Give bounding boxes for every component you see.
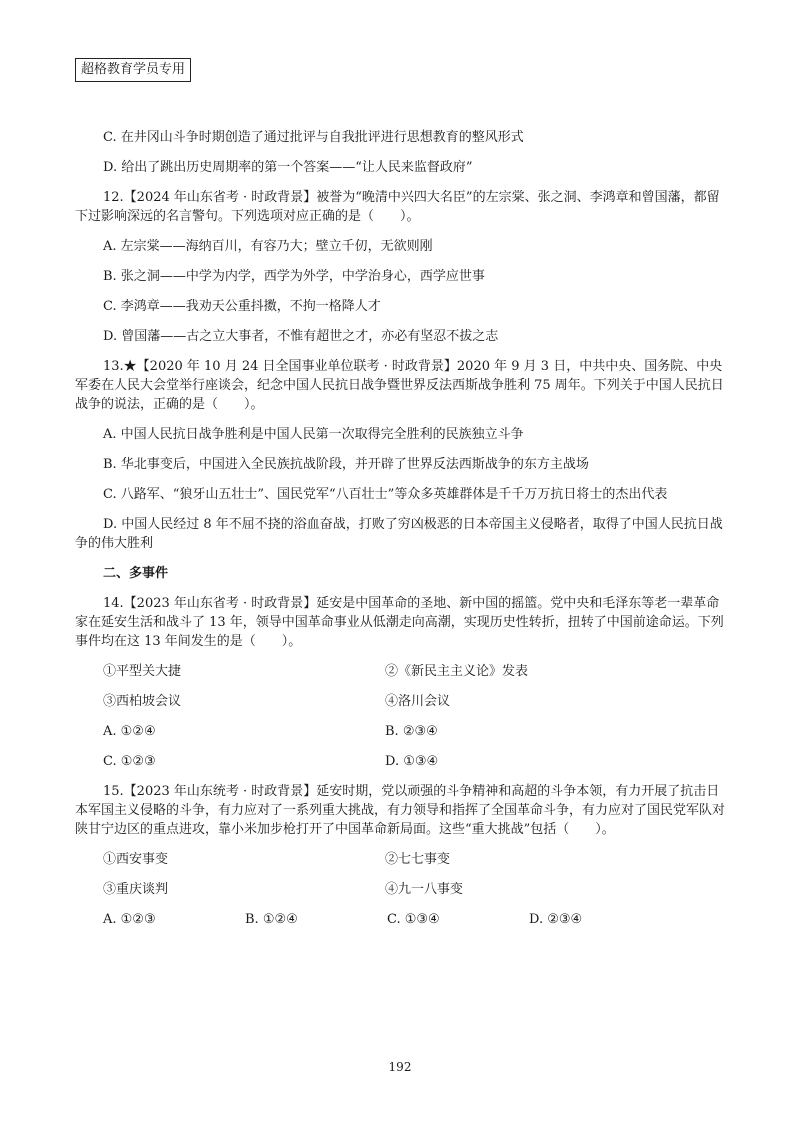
q14-option-d: D. ①③④: [385, 754, 439, 769]
q11-option-d: D. 给出了跳出历史周期率的第一个答案——“让人民来监督政府”: [103, 160, 473, 175]
q14-item: ③西柏坡会议: [103, 694, 182, 709]
q12-option-a: A. 左宗棠——海纳百川，有容乃大；壁立千仞，无欲则刚: [103, 239, 433, 254]
q13-stem: 13.★【2020 年 10 月 24 日全国事业单位联考 · 时政背景】2020 年 9 月 3 日，中共中央、国务院、中央军委在人民大会堂举行座谈会，纪念中国人民抗日战争暨世界反法西斯战争胜利 75 周年。下列关于中国人民抗日战争的说法，正确的是（ ）。: [75, 359, 724, 412]
section-title: 二、多事件: [103, 566, 169, 581]
q14-item: ①平型关大捷: [103, 664, 182, 679]
q12-option-d: D. 曾国藩——古之立大事者，不惟有超世之才，亦必有坚忍不拔之志: [103, 329, 499, 344]
q15-items-row-2: [103, 880, 727, 899]
document-body: [75, 128, 727, 940]
q14-item: ②《新民主主义论》发表: [385, 664, 529, 679]
q15-stem: 15.【2023 年山东统考 · 时政背景】延安时期，党以顽强的斗争精神和高超的斗争本领，有力开展了抗击日本军国主义侵略的斗争，有力应对了一系列重大挑战，有力领导和指挥了全国革命斗争，有力应对了国民党军队对陕甘宁边区的重点进攻，靠小米加步枪打开了中国革命新局面。这些“重大挑战”包括（ ）。: [75, 784, 726, 837]
q14-options-row-2: [103, 752, 727, 771]
q15-item: ②七七事变: [385, 852, 451, 867]
q15-item: ①西安事变: [103, 852, 169, 867]
q13-option-b: B. 华北事变后，中国进入全民族抗战阶段，并开辟了世界反法西斯战争的东方主战场: [103, 457, 589, 472]
q15-option-d: D. ②③④: [529, 912, 583, 927]
q13-option-a: A. 中国人民抗日战争胜利是中国人民第一次取得完全胜利的民族独立斗争: [103, 427, 524, 442]
q14-options-row-1: [103, 722, 727, 741]
q14-item: ④洛川会议: [385, 694, 451, 709]
q15-items-row-1: [103, 850, 727, 869]
page-number: 192: [388, 1060, 412, 1074]
q15-item: ③重庆谈判: [103, 882, 169, 897]
q14-items-row-2: [103, 692, 727, 711]
q12-stem: 12.【2024 年山东省考 · 时政背景】被誉为“晚清中兴四大名臣”的左宗棠、张之洞、李鸿章和曾国藩，都留下过影响深远的名言警句。下列选项对应正确的是（ ）。: [75, 190, 720, 224]
q14-items-row-1: [103, 662, 727, 681]
header-label: 超格教育学员专用: [81, 62, 186, 77]
q13-option-c: C. 八路军、“狼牙山五壮士”、国民党军“八百壮士”等众多英雄群体是千千万万抗日将士的杰出代表: [103, 487, 668, 502]
q14-option-c: C. ①②③: [103, 754, 156, 769]
q15-item: ④九一八事变: [385, 882, 464, 897]
q11-option-c: C. 在井冈山斗争时期创造了通过批评与自我批评进行思想教育的整风形式: [103, 130, 524, 145]
q14-option-b: B. ②③④: [385, 724, 438, 739]
q12-option-b: B. 张之洞——中学为内学，西学为外学，中学治身心，西学应世事: [103, 269, 485, 284]
q15-option-c: C. ①③④: [387, 912, 440, 927]
q15-options-row: [103, 910, 727, 929]
header-label-box: [75, 58, 191, 82]
q14-option-a: A. ①②④: [103, 724, 156, 739]
q14-stem: 14.【2023 年山东省考 · 时政背景】延安是中国革命的圣地、新中国的摇篮。党中央和毛泽东等老一辈革命家在延安生活和战斗了 13 年，领导中国革命事业从低潮走向高潮，实现历史性转折，扭转了中国前途命运。下列事件均在这 13 年间发生的是（ ）。: [75, 596, 724, 649]
q12-option-c: C. 李鸿章——我劝天公重抖擞，不拘一格降人才: [103, 299, 381, 314]
q13-option-d: D. 中国人民经过 8 年不屈不挠的浴血奋战，打败了穷凶极恶的日本帝国主义侵略者，取得了中国人民抗日战争的伟大胜利: [75, 517, 723, 551]
q15-option-b: B. ①②④: [245, 912, 298, 927]
q15-option-a: A. ①②③: [103, 912, 156, 927]
